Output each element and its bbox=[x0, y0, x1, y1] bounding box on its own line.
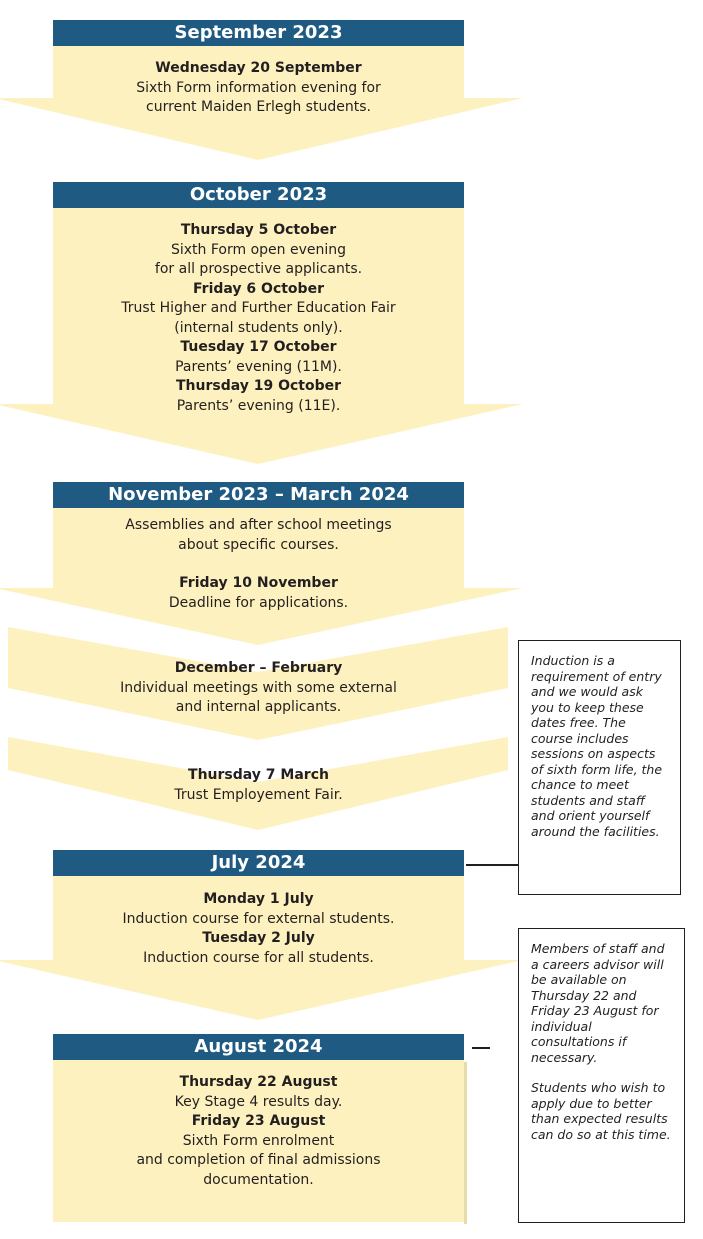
november-text bbox=[53, 516, 464, 613]
date-dec-feb: December – February bbox=[174, 660, 343, 676]
nov-line-2: about specific courses. bbox=[178, 536, 339, 553]
date-thu-19-oct: Thursday 19 October bbox=[175, 378, 342, 394]
aug-line-2: Sixth Form enrolment bbox=[182, 1132, 335, 1149]
jul-line-1: Induction course for external students. bbox=[122, 910, 395, 927]
date-fri-23-aug: Friday 23 August bbox=[191, 1113, 326, 1129]
header-nov-2023-mar-2024: November 2023 – March 2024 bbox=[53, 482, 464, 508]
date-mon-1-jul: Monday 1 July bbox=[203, 891, 314, 907]
aug-line-4: documentation. bbox=[203, 1171, 314, 1188]
oct-line-4: (internal students only). bbox=[174, 319, 343, 336]
october-text bbox=[53, 221, 464, 416]
august-text bbox=[53, 1073, 464, 1190]
results-note-text-2: Students who wish to apply due to better than expected results can do so at this time. bbox=[531, 1080, 671, 1142]
induction-note bbox=[518, 640, 681, 895]
date-thu-5-oct: Thursday 5 October bbox=[180, 222, 337, 238]
results-note bbox=[518, 928, 685, 1223]
date-fri-10-nov: Friday 10 November bbox=[179, 575, 338, 591]
sep-line-1: Sixth Form information evening for bbox=[136, 79, 381, 96]
date-tue-2-jul: Tuesday 2 July bbox=[202, 930, 315, 946]
oct-line-1: Sixth Form open evening bbox=[170, 241, 346, 258]
header-july-2024: July 2024 bbox=[53, 850, 464, 876]
nov-line-3: Deadline for applications. bbox=[168, 594, 349, 611]
date-tue-17-oct: Tuesday 17 October bbox=[180, 339, 337, 355]
results-note-connector bbox=[472, 1047, 490, 1049]
results-note-text-1: Members of staff and a careers advisor will be available on Thursday 22 and Friday 23 August for individual consultations if necessary. bbox=[531, 941, 665, 1065]
august-box-shadow bbox=[464, 1062, 467, 1224]
dec-line-1: Individual meetings with some external bbox=[120, 679, 397, 696]
date-thu-7-mar: Thursday 7 March bbox=[188, 767, 329, 783]
july-text bbox=[53, 890, 464, 968]
mar-line-1: Trust Employement Fair. bbox=[174, 786, 343, 803]
march-text bbox=[53, 766, 464, 805]
date-wed-20-sep: Wednesday 20 September bbox=[155, 60, 362, 76]
header-august-2024: August 2024 bbox=[53, 1034, 464, 1060]
aug-line-1: Key Stage 4 results day. bbox=[174, 1093, 343, 1110]
date-fri-6-oct: Friday 6 October bbox=[193, 280, 324, 297]
oct-line-3: Trust Higher and Further Education Fair bbox=[121, 300, 396, 316]
september-text bbox=[53, 59, 464, 118]
oct-line-2: for all prospective applicants. bbox=[154, 261, 363, 277]
oct-line-5: Parents’ evening (11M). bbox=[175, 358, 342, 375]
nov-line-1: Assemblies and after school meetings bbox=[125, 517, 392, 533]
jul-line-2: Induction course for all students. bbox=[143, 949, 374, 966]
induction-note-connector bbox=[466, 864, 518, 866]
december-text bbox=[53, 659, 464, 718]
sep-line-2: current Maiden Erlegh students. bbox=[146, 99, 371, 115]
aug-line-3: and completion of final admissions bbox=[136, 1152, 381, 1168]
header-september-2023: September 2023 bbox=[53, 20, 464, 46]
dec-line-2: and internal applicants. bbox=[175, 699, 342, 715]
induction-note-text: Induction is a requirement of entry and we would ask you to keep these dates free. The course includes sessions on aspects of sixth form life, the chance to meet students and staff and orient yourself around the facilities. bbox=[531, 653, 663, 839]
date-thu-22-aug: Thursday 22 August bbox=[179, 1074, 338, 1090]
oct-line-6: Parents’ evening (11E). bbox=[176, 397, 341, 414]
header-october-2023: October 2023 bbox=[53, 182, 464, 208]
